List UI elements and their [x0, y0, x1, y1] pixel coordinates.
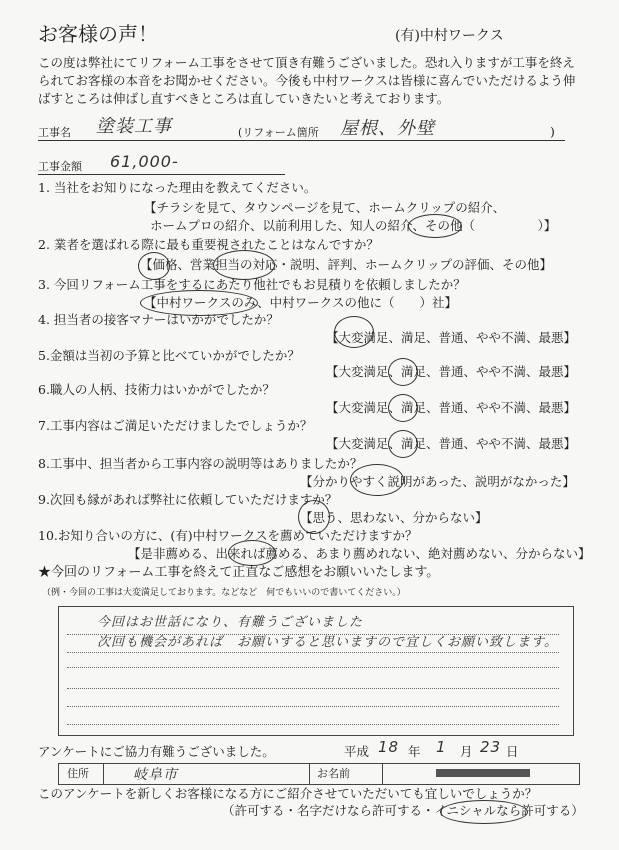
question-6-options: 【大変満足、満足、普通、やや不満、最悪】 [326, 400, 577, 415]
question-8-options: 【分かりやすく説明があった、説明がなかった】 [300, 474, 575, 489]
project-name-value: 塗装工事 [96, 116, 172, 137]
intro-line: ばすところは伸ばし直すべきところは直していきたいと考えております。 [38, 91, 450, 106]
comments-prompt: ★今回のリフォーム工事を終えて正直なご感想をお願いいたします。 [38, 565, 440, 580]
rule-line [309, 764, 310, 784]
selection-circle [388, 394, 418, 422]
question-1-options: ホームプロの紹介、以前利用した、知人の紹介、その他（ ）】 [150, 218, 557, 233]
selection-circle [408, 214, 462, 238]
amount-label: 工事金額 [38, 160, 82, 173]
selection-circle [138, 252, 170, 280]
permission-question: このアンケートを新しくお客様になる方にご紹介させていただいても宜しいでしょうか？ [38, 786, 538, 801]
rule-line [103, 764, 104, 784]
selection-circle [334, 316, 374, 348]
rule-line [67, 667, 559, 668]
question-3: 3. 今回リフォーム工事をするにあたり他社でもお見積りを依頼しましたか？ [38, 277, 466, 292]
question-5-options: 【大変満足、満足、普通、やや不満、最悪】 [326, 364, 577, 379]
question-2: 2. 業者を選ばれる際に最も重要視されたことはなんですか？ [38, 237, 379, 252]
selection-circle [228, 540, 276, 566]
company-name: (有)中村ワークス [395, 28, 504, 44]
rule-line [67, 706, 559, 707]
date-day: 23 [480, 738, 502, 756]
selection-circle [388, 430, 418, 458]
question-4: 4. 担当者の接客マナーはいかがでしたか？ [38, 312, 279, 327]
question-8: 8.工事中、担当者から工事内容の説明等はありましたか？ [38, 456, 363, 471]
location-close: ) [550, 124, 555, 139]
selection-circle [213, 250, 275, 280]
question-5: 5.金額は当初の予算と比べていかがでしたか？ [38, 348, 300, 363]
project-name-label: 工事名 [38, 126, 71, 139]
comments-box [58, 606, 574, 736]
rule-line [67, 688, 559, 689]
name-label: お名前 [317, 767, 350, 780]
rule-line [382, 764, 383, 784]
date-month: 1 [436, 738, 447, 756]
question-2-options: 【価格、営業担当の対応・説明、評判、ホームクリップの評価、その他】 [140, 257, 553, 272]
question-10-options: 【是非薦める、出来れば薦める、あまり薦めれない、絶対薦めない、分からない】 [128, 546, 591, 561]
selection-circle [350, 464, 404, 496]
question-9-options: 【思う、思わない、分からない】 [300, 510, 488, 525]
address-value: 岐阜市 [133, 767, 178, 783]
permission-options: （許可する・名字だけなら許可する・イニシャルなら許可する） [222, 803, 584, 818]
question-9: 9.次回も縁があれば弊社に依頼していただけますか？ [38, 492, 338, 507]
thanks-text: アンケートにご協力有難うございました。 [38, 744, 275, 759]
date-year: 18 [378, 738, 400, 756]
redacted-name [436, 769, 530, 777]
date-era: 平成 [344, 744, 370, 759]
question-1: 1. 当社をお知りになった理由を教えてください。 [38, 180, 317, 195]
comment-line: 今回はお世話になり、有難うございました [97, 615, 364, 630]
amount-value: 61,000- [110, 152, 179, 171]
location-label: (リフォーム箇所 [238, 126, 319, 139]
address-label: 住所 [67, 767, 89, 780]
page-title: お客様の声！ [38, 22, 158, 46]
location-value: 屋根、外壁 [340, 118, 435, 139]
date-year-label: 年 [408, 744, 421, 759]
question-6: 6.職人の人柄、技術力はいかがでしたか？ [38, 382, 275, 397]
comments-example: （例・今回の工事は大変満足しております。などなど 何でもいいので書いてください。） [42, 588, 406, 598]
question-10: 10.お知り合いの方に、(有)中村ワークスを薦めていただけますか？ [38, 528, 418, 543]
intro-line: られてお客様の本音をお聞かせください。今後も中村ワークスは皆様に喜んでいただけるよう伸 [38, 73, 576, 88]
question-4-options: 【大変満足、満足、普通、やや不満、最悪】 [326, 330, 577, 345]
date-day-label: 日 [506, 744, 519, 759]
question-1-options: 【チラシを見て、タウンページを見て、ホームクリップの紹介、 [144, 200, 506, 215]
rule-line [67, 652, 559, 653]
intro-line: この度は弊社にてリフォーム工事をさせて頂き有難うございました。恐れ入りますが工事を終え [38, 55, 575, 70]
rule-line [67, 724, 559, 725]
date-month-label: 月 [460, 744, 473, 759]
question-7-options: 【大変満足、満足、普通、やや不満、最悪】 [326, 436, 577, 451]
question-3-options: 【中村ワークスのみ、中村ワークスの他に（ ）社】 [144, 295, 458, 310]
comment-line: 次回も機会があれば お願いすると思いますので宜しくお願い致します。 [97, 635, 558, 650]
selection-circle [440, 800, 528, 824]
selection-circle [388, 358, 418, 386]
question-7: 7.工事内容はご満足いただけましたでしょうか？ [38, 418, 313, 433]
